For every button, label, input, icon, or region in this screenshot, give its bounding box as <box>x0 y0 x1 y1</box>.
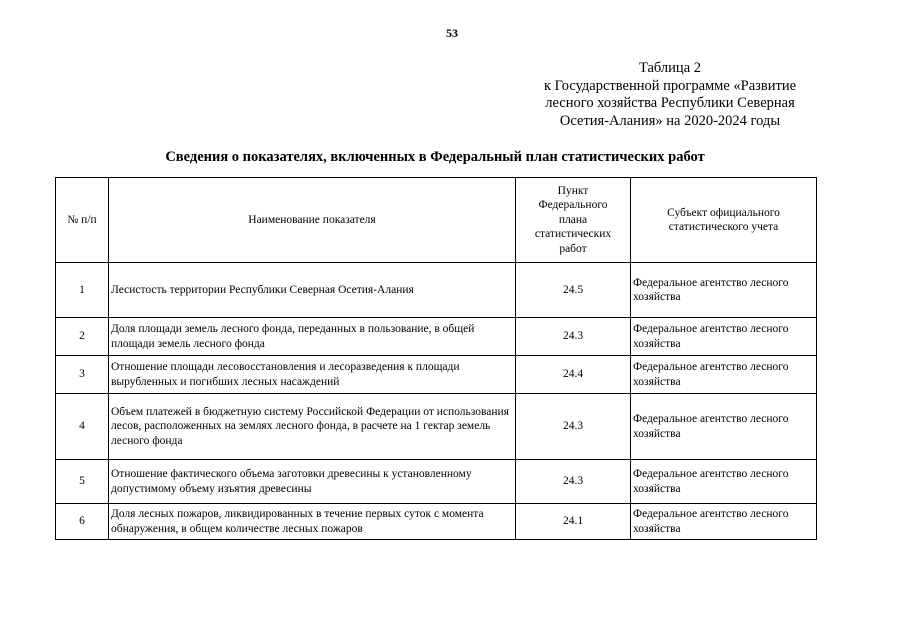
row-code: 24.3 <box>516 394 631 460</box>
annex-line-1: Таблица 2 <box>638 60 701 76</box>
row-num: 3 <box>56 356 109 394</box>
row-num: 1 <box>56 263 109 318</box>
row-name: Отношение фактического объема заготовки древесины к установленному допустимому объему изъятия древесины <box>109 460 516 504</box>
page-number: 53 <box>446 26 458 40</box>
header-num: № п/п <box>56 178 109 263</box>
row-name: Объем платежей в бюджетную систему Российской Федерации от использования лесов, расположенных на землях лесного фонда, в расчете на 1 гектар земель лесного фонда <box>109 394 516 460</box>
row-subject: Федеральное агентство лесного хозяйства <box>631 318 817 356</box>
row-code: 24.5 <box>516 263 631 318</box>
row-num: 5 <box>56 460 109 504</box>
row-num: 2 <box>56 318 109 356</box>
table-row <box>56 460 817 504</box>
row-name: Доля лесных пожаров, ликвидированных в течение первых суток с момента обнаружения, в общем количестве лесных пожаров <box>109 504 516 540</box>
annex-line-4: Осетия-Алания» на 2020-2024 годы <box>559 112 781 129</box>
table-row <box>56 504 817 540</box>
row-name: Лесистость территории Республики Северная Осетия-Алания <box>109 263 516 318</box>
table-row <box>56 263 817 318</box>
header-name: Наименование показателя <box>109 178 516 263</box>
row-code: 24.1 <box>516 504 631 540</box>
annex-line-3: лесного хозяйства Республики Северная <box>545 95 795 111</box>
header-subject: Субъект официального статистического учета <box>631 178 817 263</box>
row-code: 24.3 <box>516 318 631 356</box>
table-annex-heading <box>520 60 820 130</box>
row-name: Доля площади земель лесного фонда, переданных в пользование, в общей площади земель лесного фонда <box>109 318 516 356</box>
row-num: 4 <box>56 394 109 460</box>
row-subject: Федеральное агентство лесного хозяйства <box>631 394 817 460</box>
annex-line-2: к Государственной программе «Развитие <box>543 77 797 94</box>
table-row <box>56 394 817 460</box>
row-num: 6 <box>56 504 109 540</box>
row-subject: Федеральное агентство лесного хозяйства <box>631 356 817 394</box>
row-subject: Федеральное агентство лесного хозяйства <box>631 504 817 540</box>
row-subject: Федеральное агентство лесного хозяйства <box>631 263 817 318</box>
row-name: Отношение площади лесовосстановления и лесоразведения к площади вырубленных и погибших лесных насаждений <box>109 356 516 394</box>
row-code: 24.4 <box>516 356 631 394</box>
row-subject: Федеральное агентство лесного хозяйства <box>631 460 817 504</box>
table-row <box>56 318 817 356</box>
row-code: 24.3 <box>516 460 631 504</box>
header-code: Пункт Федерального плана статистических работ <box>516 178 631 263</box>
table-row <box>56 356 817 394</box>
indicators-table <box>55 177 817 540</box>
table-title: Сведения о показателях, включенных в Федеральный план статистических работ <box>165 149 705 165</box>
table-header-row <box>56 178 817 263</box>
